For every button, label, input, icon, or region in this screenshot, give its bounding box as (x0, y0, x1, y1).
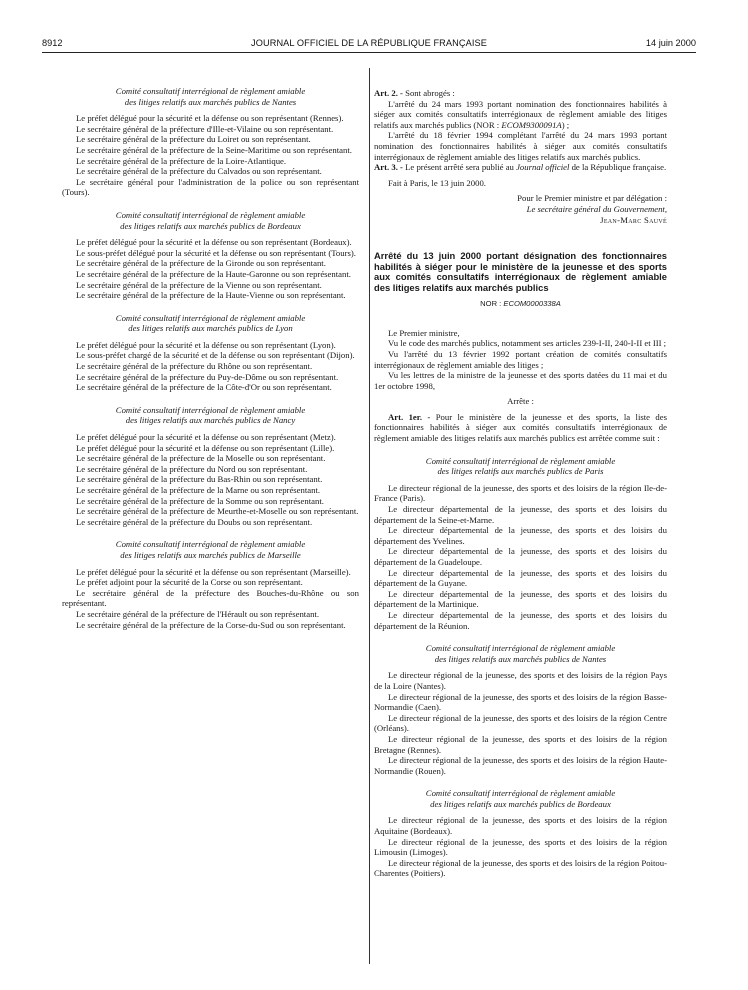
section-heading (374, 456, 667, 477)
abrogated-text: L'arrêté du 24 mars 1993 portant nomination des fonctionnaires habilités à siéger aux comités consultatifs interrégionaux de règlement amiable des litiges relatifs aux marchés publics (NOR : (374, 98, 667, 130)
article-2-text: Sont abrogés : (405, 88, 455, 98)
section-heading (62, 313, 359, 334)
nor-line (374, 299, 667, 310)
list-item: Le secrétaire général de la préfecture du Bas-Rhin ou son représentant. (76, 474, 323, 485)
section-heading-line: des litiges relatifs aux marchés publics de Lyon (128, 323, 293, 334)
section-heading-line: Comité consultatif interrégional de règlement amiable (115, 209, 306, 220)
section-heading-line: des litiges relatifs aux marchés publics de Nantes (124, 96, 297, 107)
list-item: Le préfet délégué pour la sécurité et la défense ou son représentant (Rennes). (76, 113, 344, 124)
section-heading-line: Comité consultatif interrégional de règlement amiable (425, 643, 616, 654)
arrete-title: Arrêté du 13 juin 2000 portant désignation des fonctionnaires habilités à siéger pour le ministère de la jeunesse et des sports aux comités consultatifs interrégionaux de règlement amiable des litiges relatifs aux marchés publics (374, 250, 667, 293)
list-item: Le directeur régional de la jeunesse, des sports et des loisirs de la région Basse-Normandie (Caen). (374, 691, 667, 713)
article-3-label: Art. 3. - (374, 162, 403, 173)
list-item: Le préfet délégué pour la sécurité et la défense ou son représentant (Metz). (76, 432, 336, 443)
article-3-text-end: de la République française. (569, 162, 667, 173)
section-heading-line: des litiges relatifs aux marchés publics de Paris (437, 466, 604, 477)
section-heading-line: Comité consultatif interrégional de règlement amiable (425, 788, 616, 799)
list-item: Le directeur régional de la jeunesse, des sports et des loisirs de la région Limousin (Limoges). (374, 836, 667, 858)
abrogated-decree-1 (374, 99, 667, 131)
article-3-text: Le présent arrêté sera publié au (405, 162, 517, 173)
list-item: Le directeur régional de la jeunesse, des sports et des loisirs de la région Bretagne (Rennes). (374, 733, 667, 755)
list-item: Le directeur régional de la jeunesse, des sports et des loisirs de la région Poitou-Charentes (Poitiers). (374, 857, 667, 879)
list-item: Le préfet délégué pour la sécurité et la défense ou son représentant (Lille). (76, 442, 335, 453)
list-item: Le secrétaire général de la préfecture de la Somme ou son représentant. (76, 495, 324, 506)
section-heading-line: des litiges relatifs aux marchés publics de Nancy (125, 415, 296, 426)
article-1-text: Pour le ministère de la jeunesse et des sports, la liste des fonctionnaires habilités à siéger aux comités consultatifs interrégionaux de règlement amiable des litiges relatifs aux marchés publics est arrêtée comme suit : (374, 411, 667, 444)
list-item: Le directeur départemental de la jeunesse, des sports et des loisirs du département des Yvelines. (374, 525, 667, 546)
committee-section-lyon (62, 313, 359, 393)
section-heading-line: des litiges relatifs aux marchés publics de Marseille (120, 549, 301, 560)
left-column (62, 86, 359, 630)
abrogated-text-end: ) ; (561, 119, 570, 130)
visa-line: Vu le code des marchés publics, notamment ses articles 239-I-II, 240-I-II et III ; (388, 338, 667, 349)
list-item: Le directeur régional de la jeunesse, des sports et des loisirs de la région Haute-Normandie (Rouen). (374, 755, 667, 776)
nor-reference: ECOM9300091A (501, 119, 562, 130)
visa-line: Vu l'arrêté du 13 février 1992 portant création de comités consultatifs interrégionaux de règlement amiable des litiges ; (374, 348, 667, 370)
list-item: Le secrétaire général de la préfecture de la Loire-Atlantique. (76, 155, 287, 166)
list-item: Le directeur départemental de la jeunesse, des sports et des loisirs du département de la Réunion. (374, 609, 667, 631)
place-date: Fait à Paris, le 13 juin 2000. (388, 177, 486, 188)
article-3 (374, 162, 667, 173)
list-item: Le secrétaire général de la préfecture de la Vienne ou son représentant. (76, 279, 322, 290)
signatory-name: Jean-Marc Sauvé (600, 214, 667, 225)
list-item: Le secrétaire général de la préfecture de Meurthe-et-Moselle ou son représentant. (76, 506, 359, 517)
section-heading-line: Comité consultatif interrégional de règlement amiable (115, 404, 306, 415)
section-heading-line: des litiges relatifs aux marchés publics de Nantes (434, 653, 607, 664)
article-2 (374, 88, 667, 99)
list-item: Le directeur départemental de la jeunesse, des sports et des loisirs du département de la Guyane. (374, 567, 667, 589)
nor-code: ECOM0000338A (503, 299, 561, 309)
visa-line: Vu les lettres de la ministre de la jeunesse et des sports datées du 11 mai et du 1er octobre 1998, (374, 370, 667, 391)
section-heading (374, 788, 667, 809)
arrete-word: Arrête : (507, 396, 534, 407)
abrogated-decree-2: L'arrêté du 18 février 1994 complétant l'arrêté du 24 mars 1993 portant nomination des fonctionnaires habilités à siéger aux comités consultatifs interrégionaux de règlement amiable des litiges relatifs aux marchés publics. (374, 130, 667, 162)
section-heading-line: Comité consultatif interrégional de règlement amiable (425, 455, 616, 466)
article-2-label: Art. 2. - (374, 88, 403, 98)
page-number: 8912 (42, 38, 63, 48)
list-item: Le secrétaire général de la préfecture du Calvados ou son représentant. (76, 166, 322, 177)
list-item: Le secrétaire général de la préfecture du Puy-de-Dôme ou son représentant. (76, 371, 339, 382)
section-heading (374, 643, 667, 664)
list-item: Le préfet délégué pour la sécurité et la défense ou son représentant (Lyon). (76, 339, 336, 350)
committee-section-bordeaux-jeunesse (374, 788, 667, 879)
list-item: Le secrétaire général de la préfecture du Nord ou son représentant. (76, 463, 308, 474)
section-heading (62, 86, 359, 107)
list-item: Le directeur régional de la jeunesse, des sports et des loisirs de la région Ile-de-France (Paris). (374, 482, 667, 504)
list-item: Le directeur régional de la jeunesse, des sports et des loisirs de la région Centre (Orléans). (374, 712, 667, 734)
section-heading (62, 405, 359, 426)
section-heading-line: Comité consultatif interrégional de règlement amiable (115, 86, 306, 96)
list-item: Le secrétaire général de la préfecture d'Ille-et-Vilaine ou son représentant. (76, 123, 334, 134)
list-item: Le directeur régional de la jeunesse, des sports et des loisirs de la région Pays de la Loire (Nantes). (374, 670, 667, 691)
journal-title: JOURNAL OFFICIEL DE LA RÉPUBLIQUE FRANÇAISE (251, 38, 487, 48)
section-heading (62, 210, 359, 231)
journal-reference: Journal officiel (516, 162, 570, 173)
article-1-label: Art. 1er. - (388, 411, 431, 422)
section-heading-line: des litiges relatifs aux marchés publics de Bordeaux (430, 798, 611, 809)
article-1 (374, 412, 667, 444)
list-item: Le secrétaire général de la préfecture du Rhône ou son représentant. (76, 361, 313, 372)
list-item: Le directeur départemental de la jeunesse, des sports et des loisirs du département de la Seine-et-Marne. (374, 504, 667, 525)
page-header (42, 36, 696, 50)
nor-label: NOR : (480, 299, 504, 309)
committee-section-marseille (62, 539, 359, 630)
committee-section-nancy (62, 405, 359, 528)
list-item: Le secrétaire général de la préfecture de la Haute-Garonne ou son représentant. (76, 268, 351, 279)
list-item: Le sous-préfet chargé de la sécurité et de la défense ou son représentant (Dijon). (76, 350, 355, 361)
issue-date: 14 juin 2000 (645, 38, 696, 48)
list-item: Le secrétaire général de la préfecture du Doubs ou son représentant. (76, 516, 313, 527)
list-item: Le directeur départemental de la jeunesse, des sports et des loisirs du département de la Martinique. (374, 588, 667, 610)
committee-section-nantes (62, 86, 359, 198)
list-item: Le secrétaire général de la préfecture de la Moselle ou son représentant. (76, 453, 326, 464)
visa-line: Le Premier ministre, (388, 327, 460, 338)
signatory-role: Le secrétaire général du Gouvernement, (526, 203, 667, 214)
right-column (374, 88, 667, 879)
list-item: Le secrétaire général de la préfecture de la Corse-du-Sud ou son représentant. (76, 619, 346, 630)
list-item: Le secrétaire général pour l'administration de la police ou son représentant (Tours). (62, 176, 359, 198)
list-item: Le secrétaire général de la préfecture de la Marne ou son représentant. (76, 485, 321, 495)
list-item: Le secrétaire général de la préfecture du Loiret ou son représentant. (76, 134, 311, 145)
list-item: Le secrétaire général de la préfecture de la Gironde ou son représentant. (76, 258, 326, 269)
list-item: Le sous-préfet délégué pour la sécurité et la défense ou son représentant (Tours). (76, 247, 356, 258)
list-item: Le directeur départemental de la jeunesse, des sports et des loisirs du département de la Guadeloupe. (374, 546, 667, 567)
section-heading-line: des litiges relatifs aux marchés publics de Bordeaux (120, 220, 301, 231)
list-item: Le préfet délégué pour la sécurité et la défense ou son représentant (Bordeaux). (76, 237, 352, 248)
section-heading-line: Comité consultatif interrégional de règlement amiable (115, 539, 306, 550)
section-heading-line: Comité consultatif interrégional de règlement amiable (115, 312, 306, 323)
list-item: Le secrétaire général de la préfecture des Bouches-du-Rhône ou son représentant. (62, 587, 359, 609)
list-item: Le secrétaire général de la préfecture de la Côte-d'Or ou son représentant. (76, 382, 332, 393)
list-item: Le secrétaire général de la préfecture de l'Hérault ou son représentant. (76, 608, 319, 619)
committee-section-paris (374, 456, 667, 632)
list-item: Le préfet adjoint pour la sécurité de la Corse ou son représentant. (76, 577, 303, 588)
committee-section-nantes-jeunesse (374, 643, 667, 776)
header-rule (42, 52, 696, 53)
section-heading (62, 539, 359, 560)
list-item: Le directeur régional de la jeunesse, des sports et des loisirs de la région Aquitaine (Bordeaux). (374, 815, 667, 837)
list-item: Le secrétaire général de la préfecture de la Seine-Maritime ou son représentant. (76, 144, 352, 155)
committee-section-bordeaux (62, 210, 359, 301)
list-item: Le préfet délégué pour la sécurité et la défense ou son représentant (Marseille). (76, 566, 351, 577)
delegation-line: Pour le Premier ministre et par délégation : (517, 193, 667, 204)
column-separator (369, 68, 370, 964)
list-item: Le secrétaire général de la préfecture de la Haute-Vienne ou son représentant. (76, 290, 346, 301)
